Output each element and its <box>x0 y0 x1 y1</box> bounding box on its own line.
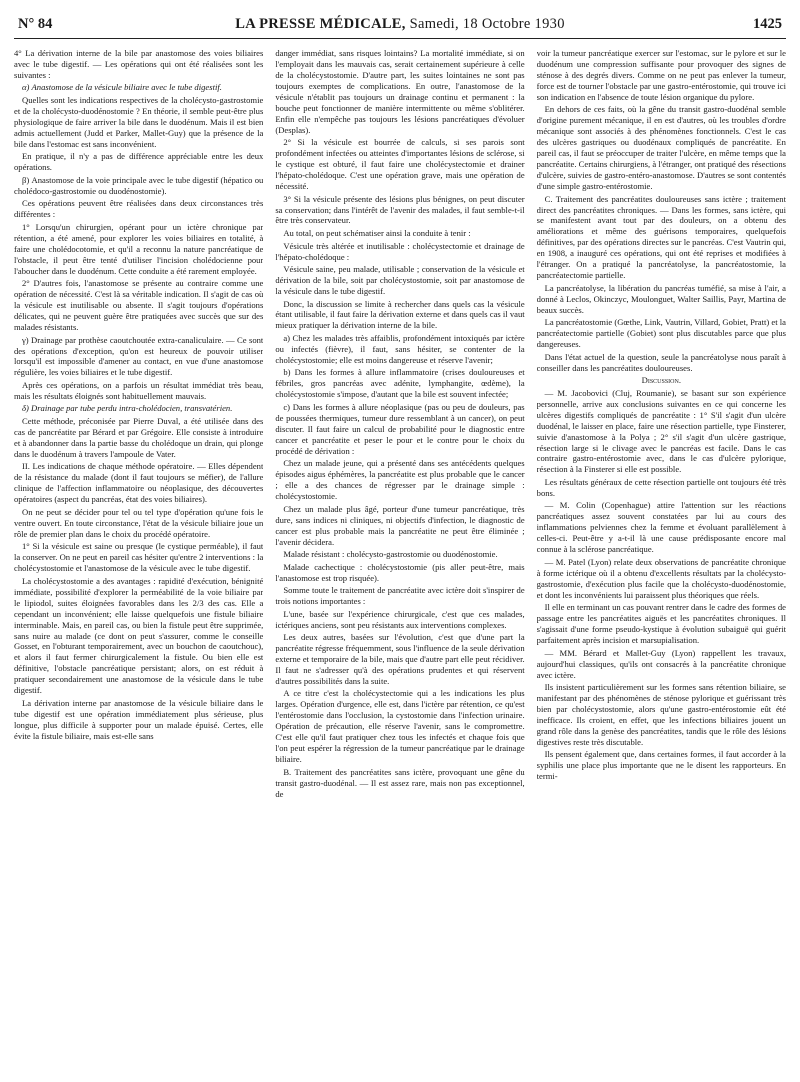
paragraph: Ces opérations peuvent être réalisées dans deux circonstances très différentes : <box>14 198 264 220</box>
paragraph: Cette méthode, préconisée par Pierre Duval, a été utilisée dans des cas de pancréatite par Bérard et par Grégoire. Elle consiste à introduire et à abandonner dans la partie basse du cholédoque un drain, qui plonge dans le duodénum à travers l'ampoule de Vater. <box>14 416 264 459</box>
paragraph: 3° Si la vésicule présente des lésions plus bénignes, on peut discuter sa conservation; dans l'intérêt de l'avenir des malades, il faut semble-t-il être très conservateur. <box>275 193 525 226</box>
paragraph: Les deux autres, basées sur l'évolution, c'est que d'une part la pancréatite régresse fréquemment, sous l'influence de la seule dérivation externe et temporaire de la bile, mais que d'autre part elle peut récidiver. Il faut ne s'adresser qu'à des opérations prudentes et qui réservent d'autres possibilités dans la suite. <box>275 632 525 686</box>
text-column-middle <box>275 48 524 1076</box>
paragraph: 2° D'autres fois, l'anastomose se présente au contraire comme une opération de nécessité. C'est là sa véritable indication. Il s'agit de cas où la vésicule est inutilisable ou absente. Il s'agit toujours d'opérations délicates, qui ne peuvent guère être pratiquées avec succès que sur des malades résistants. <box>14 278 264 333</box>
paragraph: Chez un malade jeune, qui a présenté dans ses antécédents quelques épisodes aigus éphémères, la pancréatite est plus probable que le cancer ; elle a des chances de régresser par le drainage simple : cholécystostomie. <box>275 458 525 502</box>
paragraph: A ce titre c'est la cholécystectomie qui a les indications les plus larges. Opération d'urgence, elle est, dans l'ictère par rétention, ce qu'est l'entérostomie dans l'occlusion, la cystostomie dans l'infection urinaire. Opération de précaution, elle réserve l'avenir, sans le compromettre. C'est elle qu'il faut pratiquer chez tous les infectés et chaque fois que l'on peut espérer la régression de la tumeur pancréatique par le drainage biliaire. <box>275 688 525 765</box>
paragraph: c) Dans les formes à allure néoplasique (pas ou peu de douleurs, pas de poussées thermiques, tumeur dure ressemblant à un cancer), on peut discuter. Il faut faire un calcul de probabilité pour le diagnostic entre cancer et pancréatite et peser le pour et le contre pour le choix du procédé de dérivation : <box>275 401 525 456</box>
paragraph: La cholécystostomie a des avantages : rapidité d'exécution, bénignité immédiate, possibilité d'explorer la perméabilité de la voie biliaire par le lipiodol, suites éloignées favorables dans les 2/3 des cas. Elle a cependant un inconvénient; elle laisse quelquefois une fistule biliaire interminable. Mais, en pareil cas, ou bien la fistule peut être supprimée, sans nuire au malade (ce dont on peut s'assurer, comme le conseille Gosset, en l'obturant temporairement, avec un bouchon de caoutchouc), et alors il faut fermer chirurgicalement la fistule. Ou bien elle est définitive, l'obstacle pancréatique persistant; alors, on est réduit à pratiquer secondairement une anastomose de la vésicule dans le tube digestif. <box>14 575 264 696</box>
paragraph: 4° La dérivation interne de la bile par anastomose des voies biliaires avec le tube digestif. — Les opérations qui ont été réalisées sont les suivantes : <box>14 48 264 80</box>
paragraph: L'une, basée sur l'expérience chirurgicale, c'est que ces malades, ictériques anciens, sont peu résistants aux interventions complexes. <box>275 608 525 630</box>
paragraph: Dans l'état actuel de la question, seule la pancréatolyse nous paraît à conseiller dans les pancréatites douloureuses. <box>536 351 786 373</box>
publication-date: Samedi, 18 Octobre 1930 <box>409 16 565 32</box>
paragraph: — M. Patel (Lyon) relate deux observations de pancréatite chronique à forme ictérique où il a obtenu d'excellents résultats par la cholécysto-gastrostomie, d'exécution plus facile que la cholécysto-duodénostomie, et dont les inconvénients lui paraissent plus théoriques que réels. <box>536 556 786 600</box>
paragraph: — MM. Bérard et Mallet-Guy (Lyon) rappellent les travaux, aujourd'hui classiques, qu'ils ont consacrés à la pancréatite chronique avec ictère. <box>536 647 786 680</box>
paragraph: Vésicule saine, peu malade, utilisable ; conservation de la vésicule et dérivation de la bile, soit par cholécystostomie, soit par anastomose de la vésicule dans le tube digestif. <box>275 264 525 296</box>
paragraph: Donc, la discussion se limite à rechercher dans quels cas la vésicule étant utilisable, il faut faire la dérivation externe et dans quels cas il vaut mieux pratiquer la dérivation interne de la bile. <box>275 298 525 331</box>
paragraph: Vésicule très altérée et inutilisable : cholécystectomie et drainage de l'hépato-cholédoque : <box>275 240 525 262</box>
paragraph: En dehors de ces faits, où la gêne du transit gastro-duodénal semble d'origine purement mécanique, il en est d'autres, où les troubles d'ordre mécanique sont associés à des phénomènes fonctionnels. C'est le cas des ulcères gastriques ou duodénaux compliqués de pancréatite. En pareil cas, il faut se préoccuper de traiter l'ulcère, en même temps que la pancréatite. Certains chirurgiens, à l'étranger, ont pratiqué des résections d'ulcère, suivies de gastro-entéro-anastomose. D'autres se sont contentés d'une simple gastro-entérostomie. <box>536 104 786 192</box>
paragraph: C. Traitement des pancréatites douloureuses sans ictère ; traitement direct des pancréatites chroniques. — Dans les formes, sans ictère, qui se manifestent avant tout par des douleurs, on a obtenu des améliorations et même des guérisons temporaires, quelquefois définitives, par des opérations directes sur le pancréas. C'est Vautrin qui, en 1908, a inauguré ces opérations, qui ont été reprises et modifiées à l'étranger. On a pratiqué la pancréatolyse, la pancréatostomie, la pancréatectomie partielle. <box>536 193 786 281</box>
journal-title-line <box>14 16 786 33</box>
paragraph: Quelles sont les indications respectives de la cholécysto-gastrostomie et de la cholécysto-duodénostomie ? En théorie, il semble peut-être plus physiologique de faire arriver la bile dans le duodénum. Mais il est bien admis actuellement (Judd et Parker, Mallet-Guy) que la présence de la bile dans l'estomac est sans inconvénient. <box>14 95 264 149</box>
issue-number: N° 84 <box>18 16 53 32</box>
journal-name: LA PRESSE MÉDICALE, <box>235 16 406 32</box>
paragraph: On ne peut se décider pour tel ou tel type d'opération qu'une fois le ventre ouvert. En toute circonstance, l'état de la vésicule biliaire joue un rôle de premier plan dans le choix du procédé opératoire. <box>14 506 264 539</box>
paragraph: Discussion. <box>641 375 681 386</box>
paragraph: β) Anastomose de la voie principale avec le tube digestif (hépatico ou cholédoco-gastrostomie ou duodénostomie). <box>14 174 264 196</box>
paragraph: Après ces opérations, on a parfois un résultat immédiat très beau, mais les résultats éloignés sont habituellement mauvais. <box>14 379 264 401</box>
paragraph: Malade cachectique : cholécystostomie (pis aller peut-être, mais l'anastomose est trop risquée). <box>275 561 525 583</box>
paragraph: Les résultats généraux de cette résection partielle ont toujours été très bons. <box>536 476 786 498</box>
paragraph: 1° Si la vésicule est saine ou presque (le cystique perméable), il faut la conserver. On ne peut en pareil cas hésiter qu'entre 2 interventions : la cholécystostomie et l'anastomose de la vésicule avec le tube digestif. <box>14 541 264 574</box>
paragraph: a) Chez les malades très affaiblis, profondément intoxiqués par ictère ou infectés (fièvre), il faut, sans hésiter, se contenter de la cholécystostomie; elle est moins dangereuse et réserve l'avenir; <box>275 332 525 365</box>
paragraph: La pancréatostomie (Gœthe, Link, Vautrin, Villard, Gobiet, Pratt) et la pancréatectomie partielle (Gobiet) sont plus discutables parce que plus dangereuses. <box>536 317 786 350</box>
paragraph: voir la tumeur pancréatique exercer sur l'estomac, sur le pylore et sur le duodénum une compression suffisante pour provoquer des signes de sténose à des degrés divers. Comme on ne peut pas enlever la tumeur, force est de tourner l'obstacle par une gastro-entérostomie, qui trouve ici son indication en l'absence de toute lésion organique du pylore. <box>536 48 786 102</box>
paragraph: La pancréatolyse, la libération du pancréas tuméfié, sa mise à l'air, a donné à Leclos, Okinczyc, Moulonguet, Walter Saillis, Payr, Martina de beaux succès. <box>536 282 786 315</box>
paragraph: En pratique, il n'y a pas de différence appréciable entre les deux opérations. <box>14 151 264 173</box>
paragraph: 2° Si la vésicule est bourrée de calculs, si ses parois sont profondément infectées ou atteintes d'importantes lésions de sclérose, si le cystique est obturé, il faut faire une cholécystectomie et drainer l'hépato-cholédoque. C'est une opération grave, mais une opération de nécessité. <box>275 137 525 192</box>
paragraph: Somme toute le traitement de pancréatite avec ictère doit s'inspirer de trois notions importantes : <box>275 585 525 607</box>
paragraph: Ils insistent particulièrement sur les formes sans rétention biliaire, se manifestant par des phénomènes de sténose pylorique et guérissant très bien par cholécystostomie, alors qu'une gastro-entérostomie eût été inefficace. Ils croient, en effet, que les infections biliaires jouent un grand rôle dans la genèse des pancréatites, tandis que le rôle des lésions digestives reste très discutable. <box>536 682 786 747</box>
page-number: 1425 <box>753 16 782 32</box>
paragraph: II. Les indications de chaque méthode opératoire. — Elles dépendent de la résistance du malade (dont il faut toujours se méfier), de l'allure clinique de l'affection inflammatoire ou néoplasique, des découvertes opératoires (aspect du pancréas, état des voies biliaires). <box>14 461 264 505</box>
paragraph: b) Dans les formes à allure inflammatoire (crises douloureuses et fébriles, gros pancréas avec adénite, lymphangite, œdème), la cholécystostomie s'impose, d'autant que la bile est souvent infectée; <box>275 367 525 400</box>
text-column-right <box>537 48 786 1076</box>
paragraph: La dérivation interne par anastomose de la vésicule biliaire dans le tube digestif est une opération immédiatement plus sérieuse, plus longue, plus difficile à supporter pour un malade épuisé. Certes, elle évite la fistule biliaire, mais est-elle sans <box>14 697 264 741</box>
text-column-left <box>14 48 263 1076</box>
paragraph: 1° Lorsqu'un chirurgien, opérant pour un ictère chronique par rétention, a été amené, pour explorer les voies biliaires en totalité, à faire une cholédocotomie, et qu'il a reconnu la nature pancréatique de l'obstacle, il peut être tenté d'utiliser l'incision cholédocienne pour l'aboucher dans le duodénum. Cette conduite a été rarement employée. <box>14 221 264 276</box>
paragraph: B. Traitement des pancréatites sans ictère, provoquant une gêne du transit gastro-duodénal. — Il est assez rare, mais non pas exceptionnel, de <box>275 766 525 799</box>
paragraph: Ils pensent également que, dans certaines formes, il faut accorder à la syphilis une place plus importante que ne le disent les rapporteurs. En termi- <box>536 749 786 782</box>
paragraph: α) Anastomose de la vésicule biliaire avec le tube digestif. <box>22 82 222 93</box>
paragraph: Au total, on peut schématiser ainsi la conduite à tenir : <box>283 228 471 239</box>
paragraph: — M. Jacobovici (Cluj, Roumanie), se basant sur son expérience personnelle, arrive aux conclusions suivantes en ce qui concerne les ulcères digestifs compliqués de pancréatite : 1° S'il s'agit d'un ulcère duodénal, le laisser en place, faire une résection partielle, type Finsterer, suivie d'anastomose à la Polya ; 2° s'il s'agit d'un ulcère gastrique, résection large si le clivage avec le pancréas est facile. Dans le cas contraire gastro-entérostomie avec, dans le cas d'ulcère pylorique, résection à la Finsterer si elle est possible. <box>536 387 786 475</box>
page-header <box>14 16 786 39</box>
paragraph: danger immédiat, sans risques lointains? La mortalité immédiate, si on l'employait dans les mauvais cas, serait certainement supérieure à celle de la cholécystostomie. D'autre part, les suites lointaines ne sont pas toujours exemptes de complications. En outre, l'anastomose de la vésicule n'établit pas toujours un drainage continu et permanent : la bouche peut fonctionner de manière intermittente ou même s'oblitérer. Enfin elle n'empêche pas toujours les lésions pancréatiques d'évoluer (Desplas). <box>275 48 525 135</box>
paragraph: δ) Drainage par tube perdu intra-cholédocien, transvatérien. <box>22 403 233 414</box>
paragraph: Il elle en terminant un cas pouvant rentrer dans le cadre des formes de passage entre les pancréatites aiguës et les pancréatites chroniques. Il s'agissait d'une forme pseudo-kystique à évolution subaiguë qui guérit parfaitement après incision et marsupialisation. <box>536 602 786 646</box>
article-body <box>14 48 786 1076</box>
paragraph: Malade résistant : cholécysto-gastrostomie ou duodénostomie. <box>283 549 498 560</box>
paragraph: Chez un malade plus âgé, porteur d'une tumeur pancréatique, très dure, sans indices ni cliniques, ni objectifs d'infection, le diagnostic de cancer est plus probable mais la pancréatite ne peut être éliminée ; l'avenir décidera. <box>275 503 525 547</box>
paragraph: γ) Drainage par prothèse caoutchoutée extra-canaliculaire. — Ce sont des opérations d'exception, qu'on est heureux de pouvoir utiliser lorsqu'il est impossible d'amener au contact, en vue d'une anastomose régulière, les voies biliaires et le tube digestif. <box>14 334 264 378</box>
paragraph: — M. Colin (Copenhague) attire l'attention sur les réactions pancréatiques assez souvent constatées par lui au cours des inflammations pelviennes chez la femme et évoluant parallèlement à celles-ci. Peut-être y a-t-il là une cause prédisposante encore mal connue à la sclérose pancréatique. <box>536 500 786 555</box>
